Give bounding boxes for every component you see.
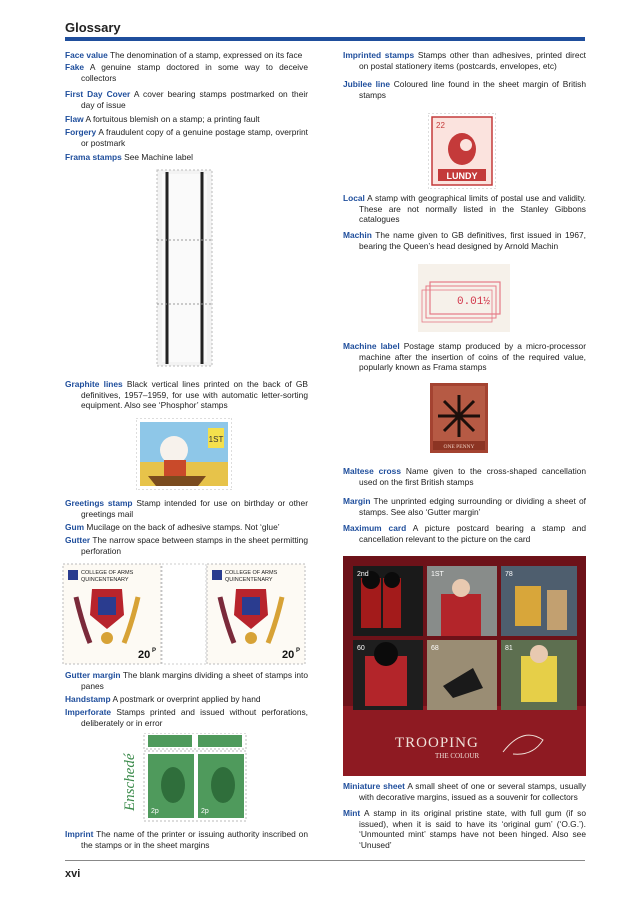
imprint-block-stamp-image — [118, 733, 248, 823]
term: Greetings stamp — [65, 498, 133, 508]
definition: A fraudulent copy of a genuine postage stamp, overprint or postmark — [81, 127, 308, 148]
term: Imprinted stamps — [343, 50, 415, 60]
header-rule — [65, 37, 585, 41]
term: Gum — [65, 522, 85, 532]
page-header-title: Glossary — [65, 20, 121, 35]
definition: A picture postcard bearing a stamp and cancellation relevant to the picture on the card — [359, 523, 586, 544]
entry-imperforate — [65, 707, 308, 728]
footer-rule — [65, 860, 585, 861]
gutter-stamp-line1: COLLEGE OF ARMS — [81, 570, 134, 576]
term: Imprint — [65, 829, 94, 839]
definition: The name given to GB definitives, first issued in 1967, bearing the Queen’s head designed by Arnold Machin — [359, 230, 586, 251]
mini-stamp-5-value: 68 — [431, 645, 439, 652]
entry-imprint — [65, 829, 308, 850]
entry-mint — [343, 808, 586, 850]
definition: The unprinted edging surrounding or dividing a sheet of stamps. See also ‘Gutter margin’ — [359, 496, 586, 517]
maltese-cross-stamp-image — [430, 383, 488, 453]
term: First Day Cover — [65, 89, 131, 99]
term: Flaw — [65, 114, 84, 124]
term: Margin — [343, 496, 371, 506]
gutter-stamp-value: 20 — [138, 649, 151, 661]
miniature-sheet-subtitle: THE COLOUR — [435, 752, 480, 760]
definition: Stamp intended for use on birthday or other greetings mail — [81, 498, 309, 519]
term: Machin — [343, 230, 372, 240]
term: Frama stamps — [65, 152, 122, 162]
gutter-pair-stamp-image — [62, 563, 308, 665]
entry-gutter-margin — [65, 670, 308, 691]
gutter-stamp-line1-right: COLLEGE OF ARMS — [225, 570, 278, 576]
term: Mint — [343, 808, 361, 818]
miniature-sheet-title: TROOPING — [395, 735, 479, 751]
entry-first-day-cover — [65, 89, 308, 110]
mini-stamp-2-value: 1ST — [431, 571, 444, 578]
mini-stamp-6-value: 81 — [505, 645, 513, 652]
definition: Mucilage on the back of adhesive stamps. Not ‘glue’ — [86, 522, 280, 532]
definition: Coloured line found in the sheet margin of British stamps — [359, 79, 586, 100]
entry-handstamp — [65, 694, 308, 705]
entry-graphite-lines — [65, 379, 308, 411]
definition: Name given to the cross-shaped cancellation used on the first British stamps — [359, 466, 586, 487]
greetings-stamp-image — [136, 418, 232, 490]
entry-local — [343, 193, 586, 225]
term: Fake — [65, 62, 85, 72]
term: Maximum card — [343, 523, 407, 533]
definition: The denomination of a stamp, expressed on its face — [110, 50, 303, 60]
definition: A fortuitous blemish on a stamp; a printing fault — [85, 114, 260, 124]
imprint-stamp-value: 2p — [151, 808, 159, 815]
entry-margin — [343, 496, 586, 517]
term: Maltese cross — [343, 466, 401, 476]
definition: A genuine stamp doctored in some way to deceive collectors — [81, 62, 308, 83]
entry-machin — [343, 230, 586, 251]
definition: A cover bearing stamps postmarked on their day of issue — [81, 89, 308, 110]
term: Gutter — [65, 535, 91, 545]
entry-fake — [65, 62, 308, 83]
gutter-stamp-suffix-right: P — [296, 648, 301, 654]
entry-jubilee-line — [343, 79, 586, 100]
greetings-stamp-value: 1ST — [208, 435, 224, 444]
term: Graphite lines — [65, 379, 123, 389]
entry-maximum-card — [343, 523, 586, 544]
term: Gutter margin — [65, 670, 121, 680]
miniature-sheet-image — [343, 556, 586, 776]
entry-frama-stamps — [65, 152, 308, 163]
lundy-label: LUNDY — [446, 171, 478, 181]
mini-stamp-4-value: 60 — [357, 645, 365, 652]
definition: Black vertical lines printed on the back of GB definitives, 1957–1959, for use with automatic letter-sorting equipment. Also see ‘Phosphor’ stamps — [81, 379, 309, 410]
mini-stamp-1-value: 2nd — [357, 571, 369, 578]
term: Machine label — [343, 341, 400, 351]
definition: A small sheet of one or several stamps, usually with decorative margins, issued as a souvenir for collectors — [359, 781, 587, 802]
term: Imperforate — [65, 707, 112, 717]
lundy-local-stamp-image — [428, 113, 496, 189]
entry-gutter — [65, 535, 308, 556]
entry-gum — [65, 522, 308, 533]
definition: The name of the printer or issuing authority inscribed on the stamps or in the sheet margins — [81, 829, 308, 850]
term: Jubilee line — [343, 79, 391, 89]
lundy-value: 22 — [436, 121, 445, 130]
entry-face-value — [65, 50, 308, 61]
gutter-stamp-line2-right: QUINCENTENARY — [225, 577, 273, 583]
mini-stamp-3-value: 78 — [505, 571, 513, 578]
definition: Stamps other than adhesives, printed direct on postal stationery items (postcards, envelopes, etc) — [359, 50, 587, 71]
machine-label-value: 0.01½ — [456, 296, 490, 308]
gutter-stamp-suffix: P — [152, 648, 157, 654]
definition: Postage stamp produced by a micro-processor machine after the insertion of coins of the required value, popularly known as Frama stamps — [359, 341, 586, 372]
term: Forgery — [65, 127, 97, 137]
definition: The narrow space between stamps in the sheet permitting perforation — [81, 535, 308, 556]
page-number: xvi — [65, 868, 81, 880]
entry-miniature-sheet — [343, 781, 586, 802]
term: Handstamp — [65, 694, 111, 704]
entry-greetings-stamp — [65, 498, 308, 519]
entry-maltese-cross — [343, 466, 586, 487]
imprint-side-text: Enschedé — [122, 753, 138, 811]
entry-flaw — [65, 114, 308, 125]
term: Face value — [65, 50, 108, 60]
definition: Stamps printed and issued without perforations, deliberately or in error — [81, 707, 309, 728]
definition: A postmark or overprint applied by hand — [112, 694, 261, 704]
definition: See Machine label — [124, 152, 194, 162]
definition: A stamp in its original pristine state, with full gum (if so issued), when it is said to have its ‘original gum’ (‘O.G.’). ‘Unmounted mint’ stamps have not been hinged. Also see ‘Unused’ — [359, 808, 586, 850]
entry-forgery — [65, 127, 308, 148]
entry-imprinted-stamps — [343, 50, 586, 71]
imprint-stamp-value-right: 2p — [201, 808, 209, 815]
gutter-stamp-line2: QUINCENTENARY — [81, 577, 129, 583]
machine-label-image — [418, 264, 510, 332]
definition: A stamp with geographical limits of postal use and validity. These are not normally listed in the Stanley Gibbons catalogues — [359, 193, 586, 224]
term: Local — [343, 193, 365, 203]
penny-label: ONE PENNY — [443, 444, 475, 450]
definition: The blank margins dividing a sheet of stamps into panes — [81, 670, 308, 691]
graphite-lines-stamp-image — [152, 168, 217, 368]
gutter-stamp-value-right: 20 — [282, 649, 295, 661]
term: Miniature sheet — [343, 781, 405, 791]
entry-machine-label — [343, 341, 586, 373]
